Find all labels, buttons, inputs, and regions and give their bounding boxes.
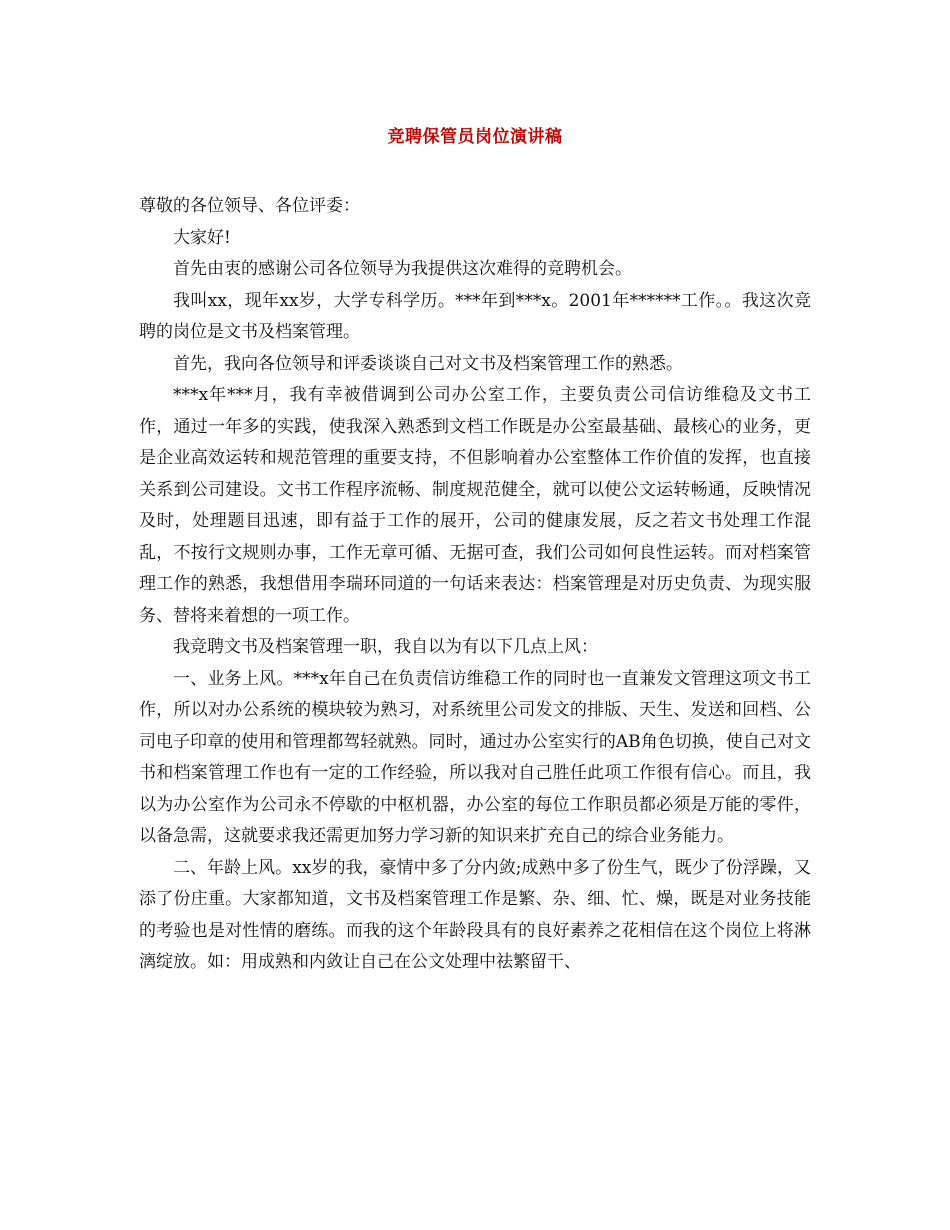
salutation: 尊敬的各位领导、各位评委： (139, 196, 360, 216)
paragraph-work-experience: ***x年***月，我有幸被借调到公司办公室工作，主要负责公司信访维稳及文书工作，通过一年多的实践，使我深入熟悉到文档工作既是办公室最基础、最核心的业务，更是企业高效运转和规范管理的重要支持，不但影响着办公室整体工作价值的发挥，也直接关系到公司建设。文书工作程序流畅、制度规范健全，就可以使公文运转畅通，反映情况及时，处理题目迅速，即有益于工作的展开，公司的健康发展，反之若文书处理工作混乱，不按行文规则办事，工作无章可循、无据可查，我们公司如何良性运转。而对档案管理工作的熟悉，我想借用李瑞环同道的一句话来表达：档案管理是对历史负责、为现实服务、替将来着想的一项工作。 (139, 385, 811, 626)
paragraph-greeting: 大家好! (173, 227, 231, 248)
paragraph-advantage-age: 二、年龄上风。xx岁的我，豪情中多了分内敛;成熟中多了份生气，既少了份浮躁，又添了份庄重。大家都知道，文书及档案管理工作是繁、杂、细、忙、燥，既是对业务技能的考验也是对性情的磨练。而我的这个年龄段具有的良好素养之花相信在这个岗位上将淋漓绽放。如：用成熟和内敛让自己在公文处理中祛繁留干、 (139, 857, 811, 972)
paragraph-advantages-intro: 我竞聘文书及档案管理一职，我自以为有以下几点上风： (173, 637, 598, 657)
paragraph-advantage-business: 一、业务上风。***x年自己在负责信访维稳工作的同时也一直兼发文管理这项文书工作，所以对办公系统的模块较为熟习，对系统里公司发文的排版、天生、发送和回档、公司电子印章的使用和管理都驾轻就熟。同时，通过办公室实行的AB角色切换，使自己对文书和档案管理工作也有一定的工作经验，所以我对自己胜任此项工作很有信心。而且，我以为办公室作为公司永不停歇的中枢机器，办公室的每位工作职员都必须是万能的零件，以备急需，这就要求我还需更加努力学习新的知识来扩充自己的综合业务能力。 (139, 668, 811, 846)
document-body (139, 191, 811, 979)
paragraph-thanks: 首先由衷的感谢公司各位领导为我提供这次难得的竞聘机会。 (173, 259, 632, 279)
paragraph-understanding-intro: 首先，我向各位领导和评委谈谈自己对文书及档案管理工作的熟悉。 (173, 353, 683, 374)
paragraph-self-intro: 我叫xx，现年xx岁，大学专科学历。***年到***x。2001年******工作。。我这次竞聘的岗位是文书及档案管理。 (139, 290, 811, 342)
document-title: 竞聘保管员岗位演讲稿 (387, 127, 563, 147)
